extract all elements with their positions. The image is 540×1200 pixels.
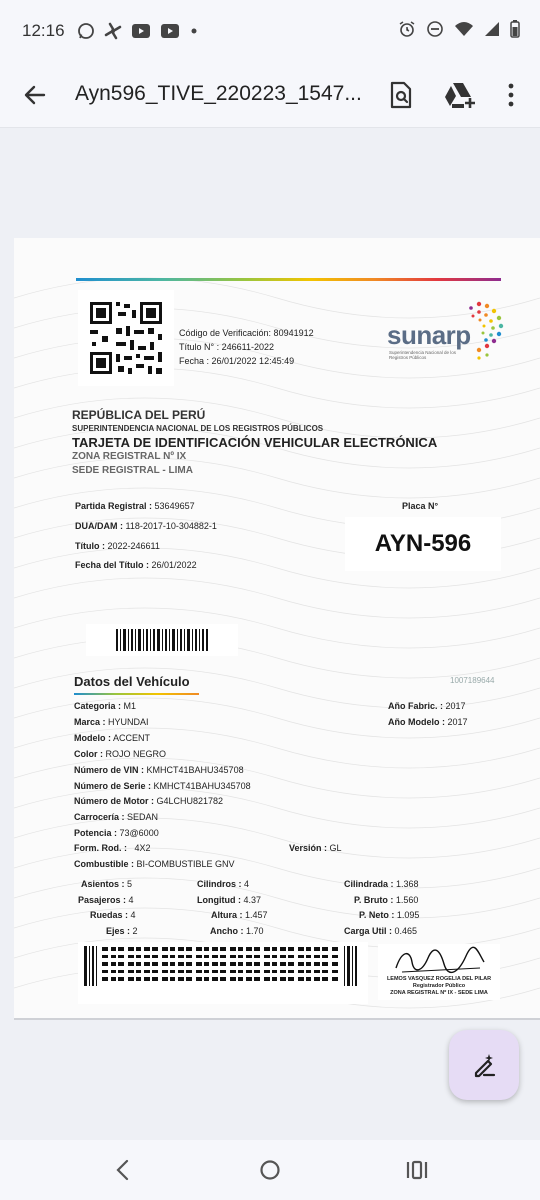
alarm-icon	[398, 20, 416, 38]
pneto-label: P. Neto :	[359, 910, 395, 920]
combustible-value: BI-COMBUSTIBLE GNV	[136, 859, 235, 869]
categoria-label: Categoria :	[74, 701, 122, 711]
ruedas-value: 4	[130, 910, 136, 920]
vin-row	[74, 765, 244, 775]
ruedas-label: Ruedas :	[90, 910, 129, 920]
dua-label: DUA/DAM :	[75, 521, 123, 531]
categoria-value: M1	[123, 701, 137, 711]
status-time: 12:16	[22, 21, 65, 40]
carga-row	[344, 926, 417, 936]
serie-row	[74, 781, 251, 791]
anio-mod-row	[388, 717, 468, 727]
longitud-label: Longitud :	[197, 895, 241, 905]
title-number: Título N° : 246611-2022	[179, 342, 274, 352]
modelo-label: Modelo :	[74, 733, 111, 743]
navigation-bar	[0, 1140, 540, 1200]
annotate-fab[interactable]	[449, 1030, 519, 1100]
serie-label: Número de Serie :	[74, 781, 152, 791]
registrar-zone: ZONA REGISTRAL Nº IX - SEDE LIMA	[390, 990, 488, 996]
categoria-row	[74, 701, 136, 711]
verification-info	[179, 326, 314, 368]
altura-label: Altura :	[211, 910, 243, 920]
plate-number: AYN-596	[345, 517, 501, 571]
combustible-label: Combustible :	[74, 859, 134, 869]
titulo-row	[75, 541, 160, 551]
fecha-titulo-row	[75, 560, 197, 570]
registrar-name: LEMOS VASQUEZ ROGELIA DEL PILAR	[386, 976, 492, 982]
back-arrow-icon[interactable]	[22, 82, 48, 108]
ancho-row	[210, 926, 264, 936]
potencia-label: Potencia :	[74, 828, 118, 838]
sede-registral: SEDE REGISTRAL - LIMA	[72, 465, 193, 476]
version-label: Versión :	[289, 843, 328, 853]
document-title: Ayn596_TIVE_220223_1547...	[75, 82, 362, 105]
anio-mod-value: 2017	[447, 717, 468, 727]
modelo-row	[74, 733, 150, 743]
youtube-icon	[131, 23, 151, 39]
anio-fab-row	[388, 701, 466, 711]
republica-heading: REPÚBLICA DEL PERÚ	[72, 408, 206, 422]
longitud-value: 4.37	[243, 895, 262, 905]
anio-fab-label: Año Fabric. :	[388, 701, 444, 711]
motor-row	[74, 796, 223, 806]
wifi-icon	[454, 21, 474, 37]
version-row	[289, 843, 342, 853]
doc-search-icon[interactable]	[388, 81, 414, 109]
marca-value: HYUNDAI	[108, 717, 149, 727]
potencia-value: 73@6000	[119, 828, 159, 838]
carroceria-label: Carrocería :	[74, 812, 125, 822]
tarjeta-heading: TARJETA DE IDENTIFICACIÓN VEHICULAR ELECTRÓNICA	[72, 435, 438, 450]
zona-registral: ZONA REGISTRAL Nº IX	[72, 451, 187, 462]
ejes-value: 2	[132, 926, 138, 936]
dot-icon	[189, 26, 199, 36]
anio-fab-value: 2017	[445, 701, 466, 711]
longitud-row	[197, 895, 261, 905]
nav-recents-icon[interactable]	[405, 1160, 429, 1180]
color-row	[74, 749, 166, 759]
ejes-row	[106, 926, 138, 936]
carga-label: Carga Util :	[344, 926, 393, 936]
formrod-value: 4X2	[134, 843, 151, 853]
pneto-row	[359, 910, 419, 920]
registrar-role: Registrador Público	[412, 983, 466, 989]
whatsapp-icon	[77, 22, 95, 40]
nav-home-icon[interactable]	[259, 1159, 281, 1181]
vin-label: Número de VIN :	[74, 765, 145, 775]
datos-heading: Datos del Vehículo	[74, 674, 190, 689]
status-right	[398, 20, 520, 38]
vin-value: KMHCT41BAHU345708	[146, 765, 244, 775]
color-label: Color :	[74, 749, 103, 759]
carga-value: 0.465	[394, 926, 418, 936]
fecha-titulo-label: Fecha del Título :	[75, 560, 150, 570]
cilindros-value: 4	[244, 879, 250, 889]
qr-code	[78, 290, 174, 386]
version-value: GL	[329, 843, 342, 853]
battery-icon	[510, 20, 520, 38]
serie-value: KMHCT41BAHU345708	[153, 781, 251, 791]
marca-label: Marca :	[74, 717, 106, 727]
color-value: ROJO NEGRO	[105, 749, 167, 759]
dua-row	[75, 521, 217, 531]
pasajeros-row	[78, 895, 134, 905]
titulo-label: Título :	[75, 541, 105, 551]
cilindrada-value: 1.368	[396, 879, 419, 889]
asientos-label: Asientos :	[81, 879, 125, 889]
superintendencia-heading: SUPERINTENDENCIA NACIONAL DE LOS REGISTROS PÚBLICOS	[72, 424, 324, 433]
fan-icon	[104, 22, 122, 40]
altura-row	[211, 910, 268, 920]
nav-back-icon[interactable]	[113, 1158, 133, 1182]
pbruto-row	[354, 895, 418, 905]
verification-code: Código de Verificación: 80941912	[179, 328, 314, 338]
more-vert-icon[interactable]	[505, 82, 517, 108]
pbruto-label: P. Bruto :	[354, 895, 394, 905]
modelo-value: ACCENT	[113, 733, 151, 743]
partida-row	[75, 501, 195, 511]
motor-value: G4LCHU821782	[156, 796, 224, 806]
ancho-value: 1.70	[246, 926, 264, 936]
signature-scribble	[392, 946, 488, 976]
app-bar	[0, 62, 540, 128]
logo-subtitle: Superintendencia Nacional de los Registros Públicos	[389, 350, 457, 360]
dua-value: 118-2017-10-304882-1	[125, 521, 217, 531]
carroceria-value: SEDAN	[127, 812, 159, 822]
motor-label: Número de Motor :	[74, 796, 154, 806]
youtube-icon	[160, 23, 180, 39]
sunarp-logo	[387, 300, 507, 370]
partida-label: Partida Registral :	[75, 501, 153, 511]
document-page[interactable]	[14, 238, 540, 1020]
pasajeros-label: Pasajeros :	[78, 895, 127, 905]
ancho-label: Ancho :	[210, 926, 244, 936]
ejes-label: Ejes :	[106, 926, 131, 936]
asientos-row	[81, 879, 132, 889]
signal-icon	[484, 21, 500, 37]
datos-underline	[74, 693, 199, 695]
logo-word: sunarp	[387, 320, 471, 350]
serial-number: 1007189644	[450, 676, 495, 685]
cilindrada-row	[344, 879, 419, 889]
titulo-value: 2022-246611	[107, 541, 160, 551]
pasajeros-value: 4	[128, 895, 134, 905]
ruedas-row	[90, 910, 136, 920]
asientos-value: 5	[127, 879, 133, 889]
pneto-value: 1.095	[396, 910, 420, 920]
pen-sparkle-icon	[470, 1051, 498, 1079]
formrod-label: Form. Rod. :	[74, 843, 127, 853]
anio-mod-label: Año Modelo :	[388, 717, 445, 727]
cilindros-row	[197, 879, 249, 889]
barcode-small	[86, 624, 238, 656]
plate-label: Placa N°	[402, 501, 439, 511]
pbruto-value: 1.560	[395, 895, 419, 905]
altura-value: 1.457	[245, 910, 268, 920]
dnd-icon	[426, 20, 444, 38]
issue-date: Fecha : 26/01/2022 12:45:49	[179, 356, 295, 366]
fecha-titulo-value: 26/01/2022	[151, 560, 197, 570]
partida-value: 53649657	[154, 501, 195, 511]
color-stripe	[76, 278, 501, 281]
cilindrada-label: Cilindrada :	[344, 879, 394, 889]
combustible-row	[74, 859, 235, 869]
pdf417-barcode	[78, 942, 368, 1004]
barcode-small-bars	[116, 629, 208, 651]
marca-row	[74, 717, 149, 727]
potencia-row	[74, 828, 159, 838]
status-bar	[0, 0, 540, 62]
carroceria-row	[74, 812, 158, 822]
registrar-signature	[378, 944, 500, 1000]
drive-add-icon[interactable]	[444, 81, 476, 109]
formrod-row	[74, 843, 151, 853]
cilindros-label: Cilindros :	[197, 879, 242, 889]
